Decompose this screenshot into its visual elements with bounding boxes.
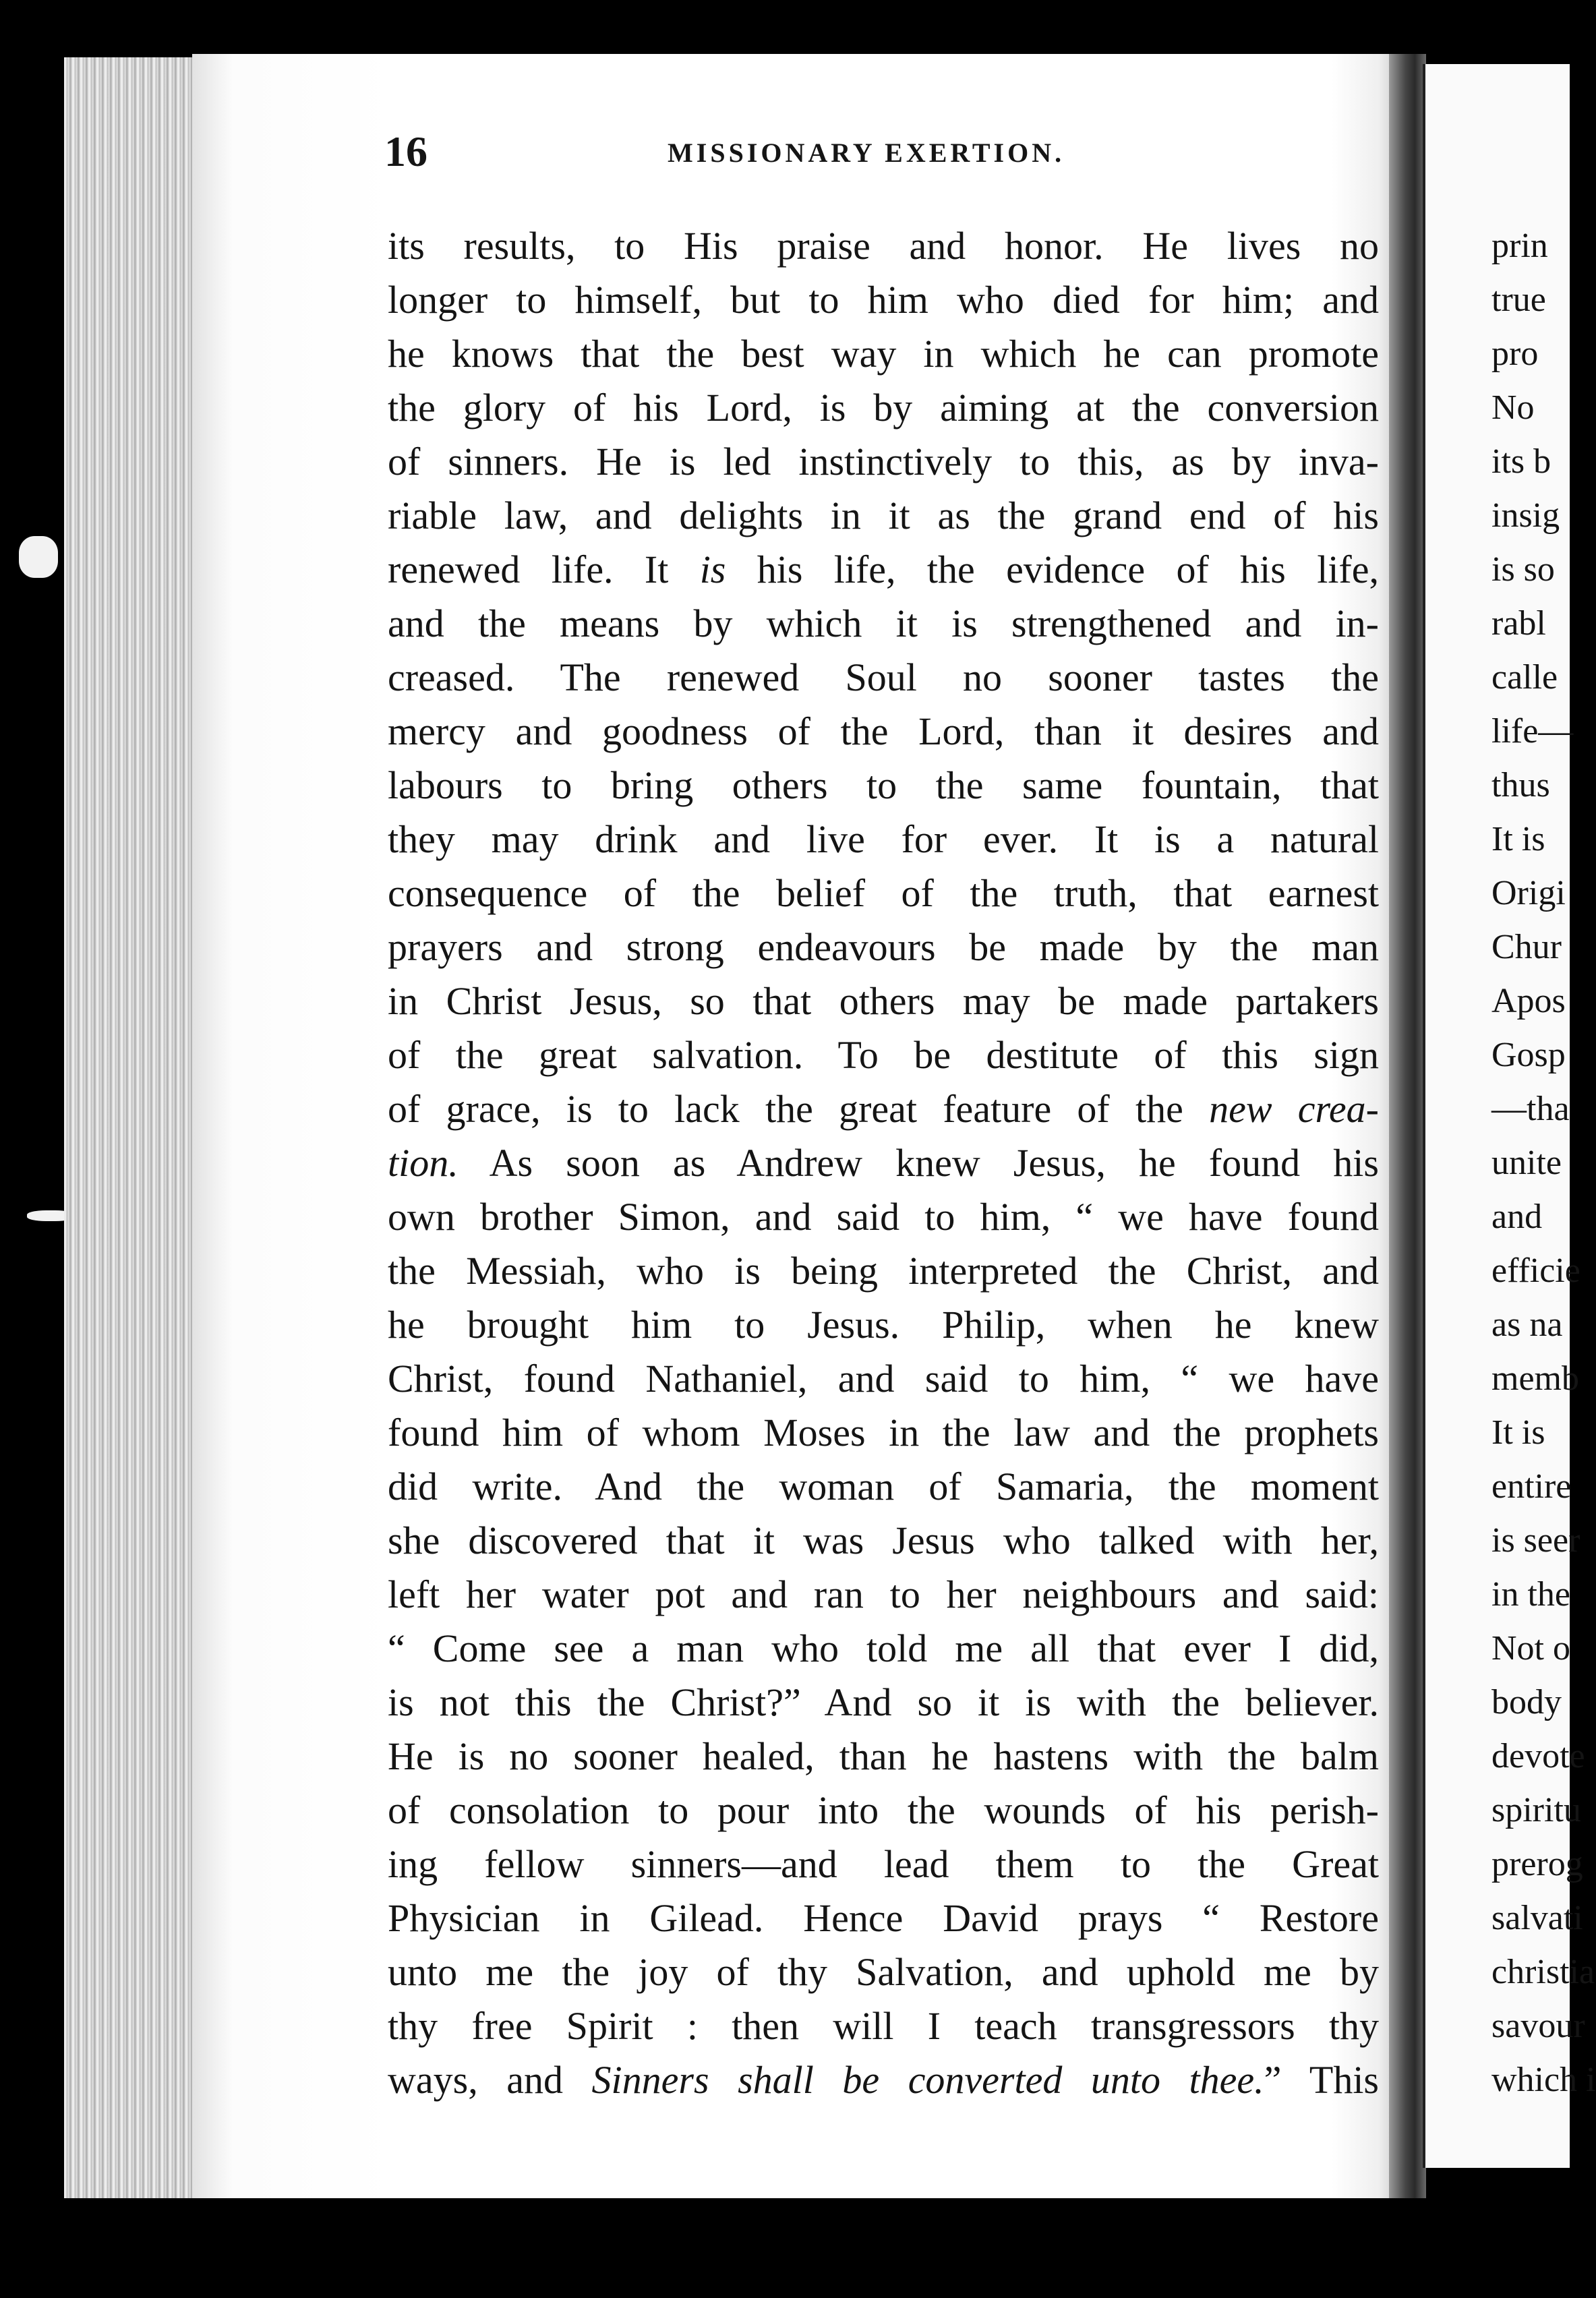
text-line	[388, 866, 1379, 920]
text-segment: did write. And the woman of Samaria, the moment	[388, 1465, 1379, 1508]
facing-page-line: pro	[1491, 334, 1539, 373]
text-line	[388, 1244, 1379, 1298]
text-line	[388, 1784, 1379, 1837]
text-segment: creased. The renewed Soul no sooner tastes the	[388, 655, 1379, 699]
text-segment: the Messiah, who is being interpreted the Christ, and	[388, 1249, 1379, 1293]
book-gutter	[1389, 54, 1426, 2198]
text-line	[388, 759, 1379, 813]
facing-page-line: salvati	[1491, 1899, 1583, 1937]
text-segment: in Christ Jesus, so that others may be made partakers	[388, 979, 1379, 1023]
text-segment: of the great salvation. To be destitute of this sign	[388, 1033, 1379, 1077]
facing-page-line: unite	[1491, 1144, 1562, 1182]
italic-text: is	[699, 548, 726, 591]
facing-page-line: prin	[1491, 227, 1548, 265]
text-segment: ing fellow sinners—and lead them to the Great	[388, 1842, 1379, 1886]
text-line	[388, 435, 1379, 489]
text-line	[388, 219, 1379, 273]
text-segment: ways, and	[388, 2058, 592, 2102]
text-line	[388, 974, 1379, 1028]
facing-page-line: body	[1491, 1683, 1562, 1721]
facing-page-line: calle	[1491, 658, 1558, 697]
text-line	[388, 1999, 1379, 2053]
facing-page-line: entire	[1491, 1467, 1572, 1506]
text-line	[388, 1676, 1379, 1730]
facing-page-line: prerog	[1491, 1845, 1583, 1883]
facing-page-line: in the	[1491, 1575, 1570, 1614]
facing-page-line: efficie	[1491, 1251, 1580, 1290]
text-segment: he knows that the best way in which he can promote	[388, 332, 1379, 376]
page-edges	[64, 57, 199, 2198]
text-segment: she discovered that it was Jesus who talked with her,	[388, 1519, 1379, 1562]
text-segment: they may drink and live for ever. It is a natural	[388, 817, 1379, 861]
text-segment: Christ, found Nathaniel, and said to him, “ we have	[388, 1357, 1379, 1401]
text-line	[388, 705, 1379, 759]
facing-page-line: insig	[1491, 496, 1560, 535]
facing-page-line: rabl	[1491, 604, 1546, 643]
italic-text: tion.	[388, 1141, 459, 1185]
text-line	[388, 1406, 1379, 1460]
text-line	[388, 920, 1379, 974]
text-line	[388, 1298, 1379, 1352]
facing-page-line: thus	[1491, 766, 1550, 804]
text-line	[388, 813, 1379, 866]
text-segment: found him of whom Moses in the law and the prophets	[388, 1411, 1379, 1454]
facing-page-line: as na	[1491, 1305, 1563, 1344]
facing-page-line: It is	[1491, 1413, 1545, 1452]
facing-page-line: No	[1491, 388, 1535, 427]
text-segment: He is no sooner healed, than he hastens with the balm	[388, 1734, 1379, 1778]
text-line	[388, 1136, 1379, 1190]
text-line	[388, 1945, 1379, 1999]
text-line	[388, 1028, 1379, 1082]
facing-page-line: life—	[1491, 712, 1574, 750]
facing-page-line: Not o	[1491, 1629, 1570, 1668]
text-segment: of consolation to pour into the wounds of his perish-	[388, 1788, 1379, 1832]
text-line	[388, 1190, 1379, 1244]
facing-page-line: christia	[1491, 1953, 1595, 1991]
text-segment: Physician in Gilead. Hence David prays “ Restore	[388, 1896, 1379, 1940]
text-segment: consequence of the belief of the truth, that earnest	[388, 871, 1379, 915]
facing-page-line: is seer	[1491, 1521, 1580, 1560]
text-segment: longer to himself, but to him who died for him; and	[388, 278, 1379, 322]
italic-text: Sinners shall be converted unto thee.	[591, 2058, 1264, 2102]
text-line	[388, 1837, 1379, 1891]
text-line	[388, 1082, 1379, 1136]
body-text	[388, 219, 1379, 2107]
text-segment: labours to bring others to the same fountain, that	[388, 763, 1379, 807]
text-segment: of grace, is to lack the great feature of the	[388, 1087, 1210, 1131]
text-segment: mercy and goodness of the Lord, than it desires and	[388, 709, 1379, 753]
text-segment: his life, the evidence of his life,	[726, 548, 1379, 591]
text-line	[388, 1622, 1379, 1676]
text-segment: its results, to His praise and honor. He lives no	[388, 224, 1379, 268]
facing-page-line: devote	[1491, 1737, 1585, 1775]
text-segment: ” This	[1264, 2058, 1380, 2102]
facing-page-line: Origi	[1491, 874, 1566, 912]
facing-page-line: savour	[1491, 2007, 1585, 2045]
text-segment: own brother Simon, and said to him, “ we have found	[388, 1195, 1379, 1239]
text-line	[388, 1891, 1379, 1945]
text-segment: and the means by which it is strengthened and in-	[388, 601, 1379, 645]
facing-page-line: is so	[1491, 550, 1555, 589]
text-line	[388, 543, 1379, 597]
facing-page-line: —tha	[1491, 1090, 1570, 1128]
facing-page-line: which i	[1491, 2061, 1596, 2099]
text-segment: thy free Spirit : then will I teach transgressors thy	[388, 2004, 1379, 2048]
text-segment: he brought him to Jesus. Philip, when he knew	[388, 1303, 1379, 1347]
facing-page-line: spiritu	[1491, 1791, 1581, 1829]
facing-page-line: true	[1491, 281, 1546, 319]
text-line	[388, 381, 1379, 435]
text-segment: prayers and strong endeavours be made by the man	[388, 925, 1379, 969]
facing-page-line: and	[1491, 1198, 1543, 1236]
scan-blemish	[19, 536, 58, 578]
page-header	[384, 125, 1372, 179]
facing-page-text	[1491, 219, 1596, 2107]
text-segment: As soon as Andrew knew Jesus, he found his	[458, 1141, 1379, 1185]
text-segment: renewed life. It	[388, 548, 700, 591]
text-line	[388, 489, 1379, 543]
text-line	[388, 1460, 1379, 1514]
italic-text: new crea-	[1209, 1087, 1379, 1131]
text-line	[388, 1568, 1379, 1622]
text-line	[388, 597, 1379, 651]
text-segment: riable law, and delights in it as the grand end of his	[388, 494, 1379, 537]
text-segment: the glory of his Lord, is by aiming at the conversion	[388, 386, 1379, 430]
text-segment: is not this the Christ?” And so it is with the believer.	[388, 1680, 1379, 1724]
page-number: 16	[384, 127, 427, 175]
facing-page-line: Gosp	[1491, 1036, 1566, 1074]
text-line	[388, 1730, 1379, 1784]
text-line	[388, 1514, 1379, 1568]
facing-page-line: its b	[1491, 442, 1551, 481]
text-line	[388, 2053, 1379, 2107]
text-segment: unto me the joy of thy Salvation, and uphold me by	[388, 1950, 1379, 1994]
text-line	[388, 1352, 1379, 1406]
facing-page-line: It is	[1491, 820, 1545, 858]
text-line	[388, 327, 1379, 381]
text-segment: left her water pot and ran to her neighbours and said:	[388, 1572, 1379, 1616]
text-segment: of sinners. He is led instinctively to this, as by inva-	[388, 440, 1379, 483]
facing-page-line: Chur	[1491, 928, 1562, 966]
facing-page-line: memb	[1491, 1359, 1579, 1398]
text-line	[388, 273, 1379, 327]
text-line	[388, 651, 1379, 705]
facing-page-line: Apos	[1491, 982, 1566, 1020]
text-segment: “ Come see a man who told me all that ever I did,	[388, 1626, 1379, 1670]
running-head: MISSIONARY EXERTION.	[668, 138, 1065, 168]
